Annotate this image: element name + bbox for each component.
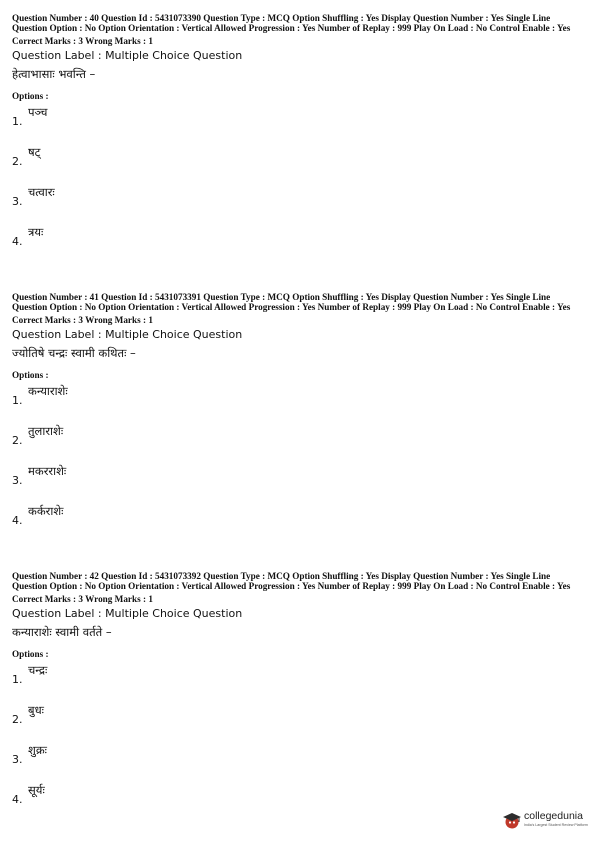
question-marks: Correct Marks : 3 Wrong Marks : 1 xyxy=(12,594,153,604)
question-stem: ज्योतिषे चन्द्रः स्वामी कथितः – xyxy=(12,346,136,360)
options-title: Options : xyxy=(12,91,49,101)
option-number: 2. xyxy=(12,155,23,168)
option-number: 2. xyxy=(12,713,23,726)
option-text: त्रयः xyxy=(28,225,44,239)
collegedunia-logo xyxy=(500,808,595,832)
option-text: मकरराशेः xyxy=(28,464,67,478)
question-block-40 xyxy=(12,13,587,261)
graduation-cap-icon xyxy=(502,810,522,834)
option-number: 4. xyxy=(12,235,23,248)
option-number: 4. xyxy=(12,793,23,806)
logo-brand: collegedunia xyxy=(524,810,583,822)
question-meta: Question Number : 41 Question Id : 5431073391 Question Type : MCQ Option Shuffling : Yes Display Question Number : Yes Single Line Question Option : No Option Orientation : Vertical Allowed Progression : Yes Number of Replay : 999 Play On Load : No Control Enable : Yes xyxy=(12,292,571,312)
question-block-42 xyxy=(12,571,587,819)
option-2 xyxy=(12,699,587,739)
option-text: चन्द्रः xyxy=(28,663,48,677)
option-2 xyxy=(12,420,587,460)
option-3 xyxy=(12,460,587,500)
option-1 xyxy=(12,101,587,141)
option-text: सूर्यः xyxy=(28,783,45,797)
option-text: चत्वारः xyxy=(28,185,55,199)
option-3 xyxy=(12,739,587,779)
option-number: 1. xyxy=(12,394,23,407)
question-stem: कन्याराशेः स्वामी वर्तते – xyxy=(12,625,112,639)
option-number: 4. xyxy=(12,514,23,527)
question-block-41 xyxy=(12,292,587,540)
option-number: 1. xyxy=(12,115,23,128)
options-title: Options : xyxy=(12,649,49,659)
option-text: कर्कराशेः xyxy=(28,504,64,518)
option-number: 3. xyxy=(12,753,23,766)
option-number: 3. xyxy=(12,195,23,208)
option-text: षट् xyxy=(28,145,41,159)
question-label: Question Label : Multiple Choice Question xyxy=(12,328,243,341)
option-3 xyxy=(12,181,587,221)
question-stem: हेत्वाभासाः भवन्ति – xyxy=(12,67,96,81)
option-4 xyxy=(12,500,587,540)
question-meta: Question Number : 40 Question Id : 5431073390 Question Type : MCQ Option Shuffling : Yes Display Question Number : Yes Single Line Question Option : No Option Orientation : Vertical Allowed Progression : Yes Number of Replay : 999 Play On Load : No Control Enable : Yes xyxy=(12,13,571,33)
option-text: तुलाराशेः xyxy=(28,424,64,438)
option-1 xyxy=(12,659,587,699)
option-text: बुधः xyxy=(28,703,44,717)
option-text: शुक्रः xyxy=(28,743,47,757)
option-4 xyxy=(12,221,587,261)
option-number: 2. xyxy=(12,434,23,447)
option-1 xyxy=(12,380,587,420)
option-number: 3. xyxy=(12,474,23,487)
option-2 xyxy=(12,141,587,181)
option-text: कन्याराशेः xyxy=(28,384,68,398)
question-marks: Correct Marks : 3 Wrong Marks : 1 xyxy=(12,36,153,46)
question-meta: Question Number : 42 Question Id : 5431073392 Question Type : MCQ Option Shuffling : Yes Display Question Number : Yes Single Line Question Option : No Option Orientation : Vertical Allowed Progression : Yes Number of Replay : 999 Play On Load : No Control Enable : Yes xyxy=(12,571,571,591)
question-label: Question Label : Multiple Choice Question xyxy=(12,49,243,62)
question-marks: Correct Marks : 3 Wrong Marks : 1 xyxy=(12,315,153,325)
question-label: Question Label : Multiple Choice Question xyxy=(12,607,243,620)
options-title: Options : xyxy=(12,370,49,380)
logo-tagline: India's Largest Student Review Platform xyxy=(524,823,588,827)
option-text: पञ्च xyxy=(28,105,48,119)
option-number: 1. xyxy=(12,673,23,686)
